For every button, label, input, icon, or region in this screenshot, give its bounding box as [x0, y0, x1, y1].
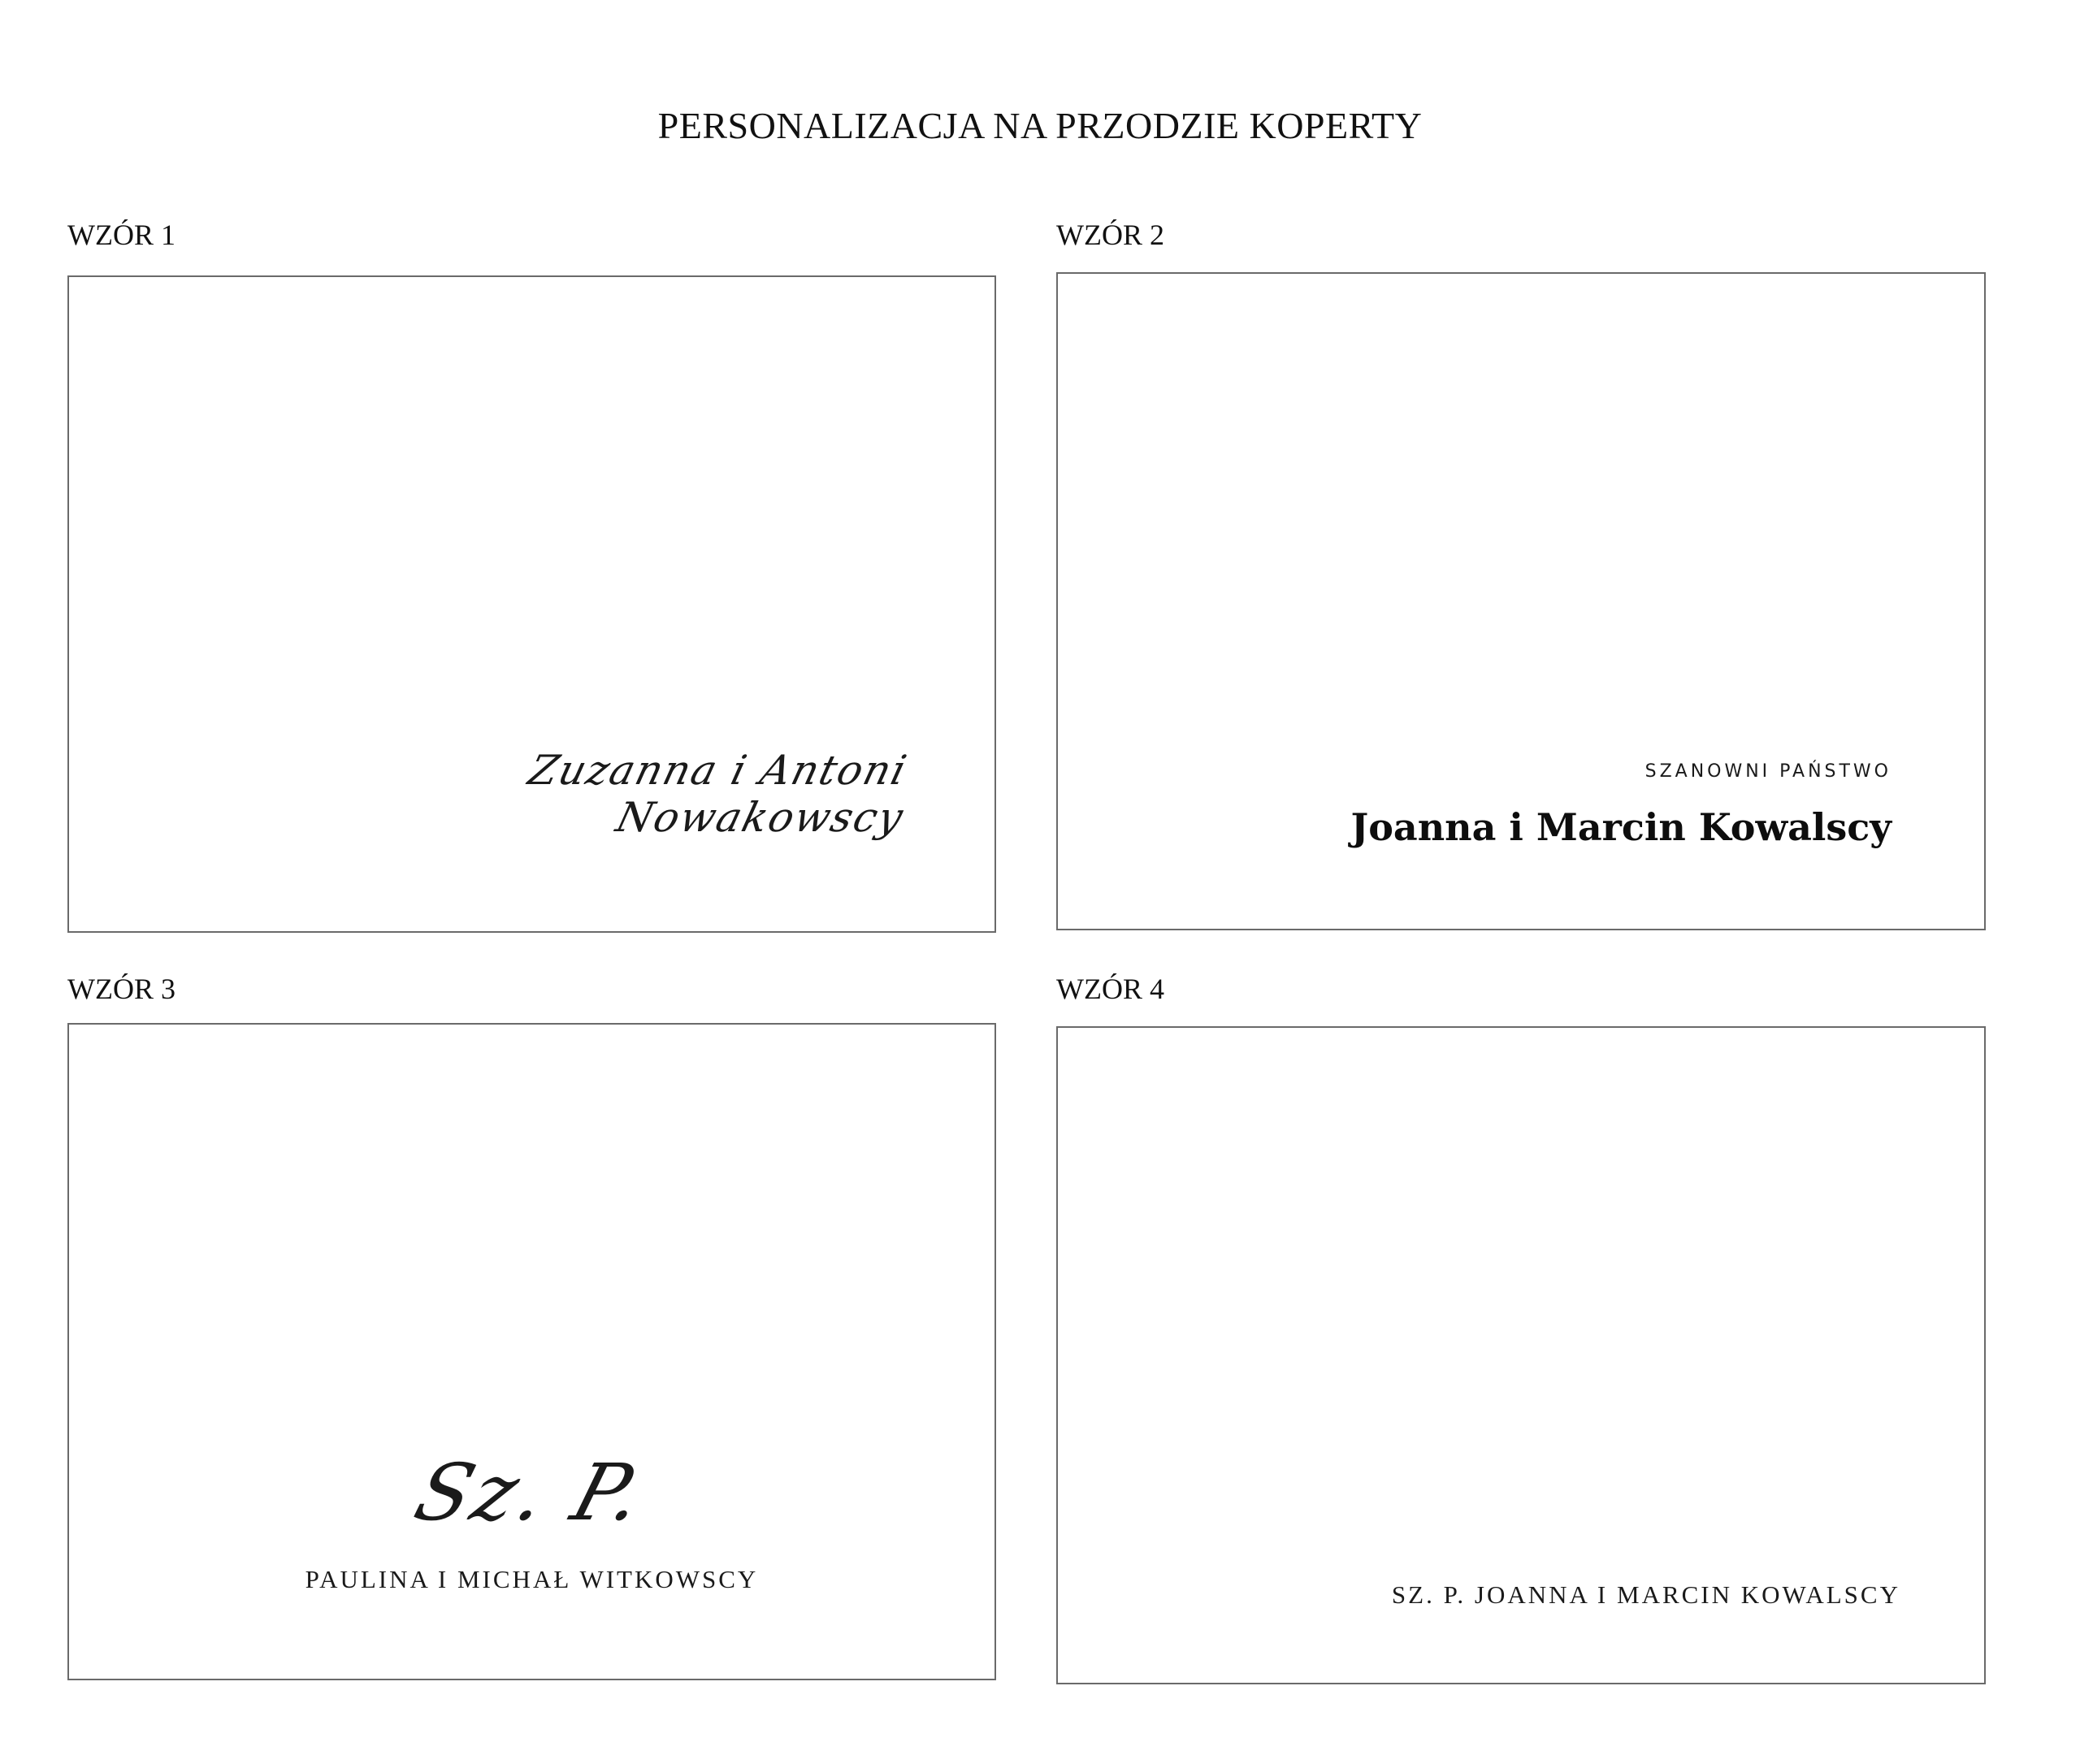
envelope-pattern-2[interactable]	[1056, 272, 1986, 930]
pattern-3-label: WZÓR 3	[67, 973, 176, 1005]
names-bold-text: Joanna i Marcin Kowalscy	[1350, 805, 1892, 849]
envelope-pattern-1[interactable]	[67, 275, 996, 933]
names-caps-text: SZ. P. JOANNA I MARCIN KOWALSCY	[1391, 1580, 1900, 1609]
envelope-pattern-3[interactable]	[67, 1023, 996, 1680]
salutation-text: SZANOWNI PAŃSTWO	[1644, 761, 1892, 782]
names-caps-text: PAULINA I MICHAŁ WITKOWSCY	[305, 1565, 759, 1593]
script-names-line-2: Nowakowscy	[612, 794, 910, 841]
page-title: PERSONALIZACJA NA PRZODZIE KOPERTY	[657, 105, 1423, 146]
pattern-2-label: WZÓR 2	[1056, 219, 1164, 251]
pattern-4-label: WZÓR 4	[1056, 973, 1164, 1005]
envelope-pattern-4[interactable]	[1056, 1026, 1986, 1684]
pattern-1-label: WZÓR 1	[67, 219, 176, 251]
script-names-line-1: Zuzanna i Antoni	[523, 747, 913, 794]
monogram-sz-p: Sz. P.	[405, 1447, 657, 1538]
